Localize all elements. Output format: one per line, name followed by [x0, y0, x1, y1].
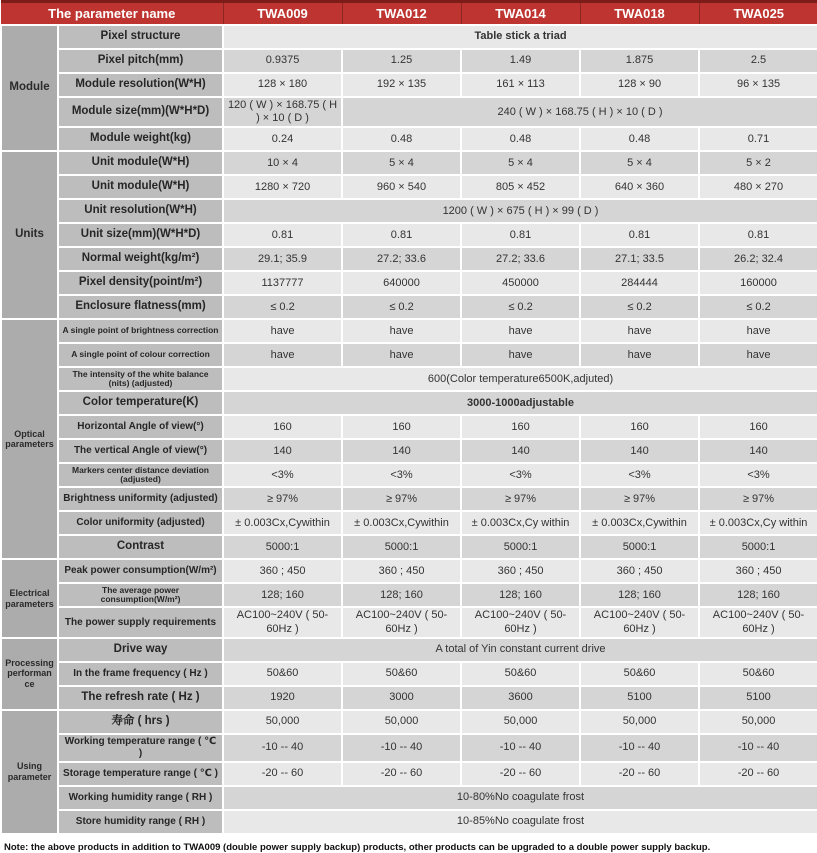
table-row	[1, 49, 817, 73]
param-name-cell: Pixel structure	[58, 25, 223, 49]
value-cell: AC100~240V ( 50-60Hz )	[461, 607, 580, 637]
param-name-cell: Module size(mm)(W*H*D)	[58, 97, 223, 127]
value-cell: 29.1; 35.9	[223, 247, 342, 271]
param-name-cell: Markers center distance deviation (adjusted)	[58, 463, 223, 487]
value-cell: 1.875	[580, 49, 699, 73]
value-cell: ± 0.003Cx,Cywithin	[342, 511, 461, 535]
value-cell: ≤ 0.2	[461, 295, 580, 319]
table-row	[1, 415, 817, 439]
value-cell: -10 -- 40	[342, 734, 461, 762]
param-name-cell: The refresh rate ( Hz )	[58, 686, 223, 710]
value-cell: 480 × 270	[699, 175, 817, 199]
table-row	[1, 662, 817, 686]
group-cell: Optical parameters	[1, 319, 58, 559]
value-cell: 10 × 4	[223, 151, 342, 175]
value-cell: 5 × 2	[699, 151, 817, 175]
table-row	[1, 638, 817, 662]
table-row	[1, 583, 817, 607]
value-cell: -10 -- 40	[461, 734, 580, 762]
table-row	[1, 810, 817, 834]
value-cell: 1.49	[461, 49, 580, 73]
product-header: TWA025	[699, 2, 817, 26]
table-row	[1, 511, 817, 535]
product-header: TWA018	[580, 2, 699, 26]
value-cell: 0.9375	[223, 49, 342, 73]
value-cell: have	[699, 319, 817, 343]
value-cell: 128; 160	[580, 583, 699, 607]
table-row	[1, 535, 817, 559]
value-cell: <3%	[223, 463, 342, 487]
value-cell: 2.5	[699, 49, 817, 73]
value-cell: 0.81	[342, 223, 461, 247]
param-name-cell: Module weight(kg)	[58, 127, 223, 151]
value-cell: 3000-1000adjustable	[223, 391, 817, 415]
table-row	[1, 786, 817, 810]
param-name-cell: Peak power consumption(W/m²)	[58, 559, 223, 583]
value-cell: have	[580, 343, 699, 367]
value-cell: ≤ 0.2	[342, 295, 461, 319]
param-name-cell: Pixel density(point/m²)	[58, 271, 223, 295]
param-name-cell: Storage temperature range ( ℃ )	[58, 762, 223, 786]
value-cell: 640000	[342, 271, 461, 295]
param-name-cell: The power supply requirements	[58, 607, 223, 637]
value-cell: 0.81	[461, 223, 580, 247]
value-cell: 5100	[580, 686, 699, 710]
value-cell: 0.24	[223, 127, 342, 151]
value-cell: 0.81	[223, 223, 342, 247]
value-cell: have	[223, 343, 342, 367]
table-row	[1, 367, 817, 391]
value-cell: -20 -- 60	[461, 762, 580, 786]
param-name-cell: Module resolution(W*H)	[58, 73, 223, 97]
value-cell: 5000:1	[223, 535, 342, 559]
value-cell: 160000	[699, 271, 817, 295]
value-cell: 360 ; 450	[223, 559, 342, 583]
value-cell: 128; 160	[342, 583, 461, 607]
table-row	[1, 247, 817, 271]
param-name-cell: Unit module(W*H)	[58, 151, 223, 175]
value-cell: have	[699, 343, 817, 367]
table-row	[1, 97, 817, 127]
value-cell: 450000	[461, 271, 580, 295]
value-cell: 5000:1	[699, 535, 817, 559]
value-cell: -20 -- 60	[223, 762, 342, 786]
value-cell: 960 × 540	[342, 175, 461, 199]
value-cell: 120 ( W ) × 168.75 ( H ) × 10 ( D )	[223, 97, 342, 127]
value-cell: 360 ; 450	[699, 559, 817, 583]
value-cell: -20 -- 60	[342, 762, 461, 786]
value-cell: ± 0.003Cx,Cywithin	[223, 511, 342, 535]
value-cell: 0.71	[699, 127, 817, 151]
value-cell: Table stick a triad	[223, 25, 817, 49]
param-name-cell: The intensity of the white balance (nits) (adjusted)	[58, 367, 223, 391]
value-cell: have	[461, 319, 580, 343]
value-cell: 0.48	[342, 127, 461, 151]
footnote: Note: the above products in addition to TWA009 (double power supply backup) products, other products can be upgraded to a double power supply backup.	[4, 841, 711, 853]
value-cell: 50&60	[342, 662, 461, 686]
value-cell: 0.48	[580, 127, 699, 151]
param-name-cell: Contrast	[58, 535, 223, 559]
value-cell: ≥ 97%	[580, 487, 699, 511]
product-header: TWA012	[342, 2, 461, 26]
value-cell: 128; 160	[699, 583, 817, 607]
value-cell: <3%	[342, 463, 461, 487]
value-cell: A total of Yin constant current drive	[223, 638, 817, 662]
value-cell: 5 × 4	[580, 151, 699, 175]
param-name-cell: Brightness uniformity (adjusted)	[58, 487, 223, 511]
value-cell: 5000:1	[342, 535, 461, 559]
param-name-cell: Normal weight(kg/m²)	[58, 247, 223, 271]
value-cell: 50,000	[342, 710, 461, 734]
param-name-cell: Working humidity range ( RH )	[58, 786, 223, 810]
value-cell: 640 × 360	[580, 175, 699, 199]
value-cell: ≤ 0.2	[580, 295, 699, 319]
param-name-cell: Pixel pitch(mm)	[58, 49, 223, 73]
table-row	[1, 25, 817, 49]
value-cell: 140	[342, 439, 461, 463]
value-cell: ± 0.003Cx,Cy within	[461, 511, 580, 535]
value-cell: 160	[223, 415, 342, 439]
value-cell: 160	[461, 415, 580, 439]
value-cell: 600(Color temperature6500K,adjuted)	[223, 367, 817, 391]
value-cell: 160	[580, 415, 699, 439]
param-name-cell: Horizontal Angle of view(°)	[58, 415, 223, 439]
table-row	[1, 271, 817, 295]
value-cell: 27.2; 33.6	[461, 247, 580, 271]
param-name-cell: 寿命 ( hrs )	[58, 710, 223, 734]
value-cell: 50&60	[461, 662, 580, 686]
table-row	[1, 151, 817, 175]
param-name-cell: Working temperature range ( ℃ )	[58, 734, 223, 762]
param-name-cell: Unit size(mm)(W*H*D)	[58, 223, 223, 247]
value-cell: 360 ; 450	[580, 559, 699, 583]
value-cell: 128 × 90	[580, 73, 699, 97]
value-cell: 50,000	[223, 710, 342, 734]
value-cell: 27.1; 33.5	[580, 247, 699, 271]
table-row	[1, 175, 817, 199]
table-row	[1, 559, 817, 583]
value-cell: 10-85%No coagulate frost	[223, 810, 817, 834]
table-row	[1, 319, 817, 343]
value-cell: ± 0.003Cx,Cy within	[699, 511, 817, 535]
table-row	[1, 295, 817, 319]
value-cell: -10 -- 40	[223, 734, 342, 762]
table-row	[1, 223, 817, 247]
value-cell: ≥ 97%	[342, 487, 461, 511]
value-cell: 192 × 135	[342, 73, 461, 97]
value-cell: 360 ; 450	[461, 559, 580, 583]
value-cell: -20 -- 60	[699, 762, 817, 786]
value-cell: ≥ 97%	[223, 487, 342, 511]
value-cell: 0.81	[699, 223, 817, 247]
group-cell: Using parameter	[1, 710, 58, 834]
value-cell: 1280 × 720	[223, 175, 342, 199]
group-cell: Processing performance	[1, 638, 58, 710]
table-row	[1, 686, 817, 710]
param-name-cell: The vertical Angle of view(°)	[58, 439, 223, 463]
value-cell: 50,000	[580, 710, 699, 734]
param-name-header: The parameter name	[1, 2, 223, 26]
value-cell: 50&60	[699, 662, 817, 686]
value-cell: have	[342, 319, 461, 343]
param-name-cell: Color temperature(K)	[58, 391, 223, 415]
value-cell: have	[461, 343, 580, 367]
value-cell: 3600	[461, 686, 580, 710]
table-row	[1, 463, 817, 487]
table-row	[1, 127, 817, 151]
value-cell: 96 × 135	[699, 73, 817, 97]
value-cell: 240 ( W ) × 168.75 ( H ) × 10 ( D )	[342, 97, 817, 127]
table-row	[1, 73, 817, 97]
value-cell: 0.48	[461, 127, 580, 151]
value-cell: 360 ; 450	[342, 559, 461, 583]
value-cell: 140	[580, 439, 699, 463]
value-cell: 5000:1	[580, 535, 699, 559]
value-cell: 140	[461, 439, 580, 463]
value-cell: 1137777	[223, 271, 342, 295]
value-cell: -10 -- 40	[699, 734, 817, 762]
value-cell: have	[223, 319, 342, 343]
value-cell: 161 × 113	[461, 73, 580, 97]
value-cell: 128; 160	[461, 583, 580, 607]
value-cell: ≥ 97%	[699, 487, 817, 511]
product-header: TWA009	[223, 2, 342, 26]
value-cell: 805 × 452	[461, 175, 580, 199]
table-row	[1, 607, 817, 637]
value-cell: 5 × 4	[461, 151, 580, 175]
group-cell: Electrical parameters	[1, 559, 58, 637]
value-cell: 0.81	[580, 223, 699, 247]
value-cell: 10-80%No coagulate frost	[223, 786, 817, 810]
value-cell: 5000:1	[461, 535, 580, 559]
value-cell: 128; 160	[223, 583, 342, 607]
value-cell: AC100~240V ( 50-60Hz )	[223, 607, 342, 637]
value-cell: AC100~240V ( 50-60Hz )	[580, 607, 699, 637]
value-cell: 1.25	[342, 49, 461, 73]
value-cell: 3000	[342, 686, 461, 710]
value-cell: 50,000	[461, 710, 580, 734]
value-cell: 160	[699, 415, 817, 439]
value-cell: <3%	[461, 463, 580, 487]
param-name-cell: Enclosure flatness(mm)	[58, 295, 223, 319]
table-row	[1, 734, 817, 762]
value-cell: <3%	[699, 463, 817, 487]
table-row	[1, 391, 817, 415]
product-header: TWA014	[461, 2, 580, 26]
value-cell: ± 0.003Cx,Cywithin	[580, 511, 699, 535]
value-cell: 160	[342, 415, 461, 439]
table-row	[1, 343, 817, 367]
param-name-cell: A single point of colour correction	[58, 343, 223, 367]
value-cell: have	[580, 319, 699, 343]
value-cell: AC100~240V ( 50-60Hz )	[699, 607, 817, 637]
param-name-cell: Drive way	[58, 638, 223, 662]
value-cell: 50,000	[699, 710, 817, 734]
param-name-cell: The average power consumption(W/m²)	[58, 583, 223, 607]
value-cell: 50&60	[580, 662, 699, 686]
value-cell: -10 -- 40	[580, 734, 699, 762]
table-row	[1, 762, 817, 786]
spec-table-header	[1, 2, 817, 26]
param-name-cell: Store humidity range ( RH )	[58, 810, 223, 834]
value-cell: 140	[223, 439, 342, 463]
header-row	[1, 2, 817, 26]
value-cell: AC100~240V ( 50-60Hz )	[342, 607, 461, 637]
value-cell: <3%	[580, 463, 699, 487]
value-cell: ≤ 0.2	[223, 295, 342, 319]
value-cell: 5100	[699, 686, 817, 710]
value-cell: 1200 ( W ) × 675 ( H ) × 99 ( D )	[223, 199, 817, 223]
value-cell: 128 × 180	[223, 73, 342, 97]
value-cell: have	[342, 343, 461, 367]
value-cell: 140	[699, 439, 817, 463]
param-name-cell: Unit resolution(W*H)	[58, 199, 223, 223]
value-cell: -20 -- 60	[580, 762, 699, 786]
value-cell: 1920	[223, 686, 342, 710]
table-row	[1, 710, 817, 734]
value-cell: 284444	[580, 271, 699, 295]
value-cell: 26.2; 32.4	[699, 247, 817, 271]
param-name-cell: In the frame frequency ( Hz )	[58, 662, 223, 686]
value-cell: ≤ 0.2	[699, 295, 817, 319]
table-row	[1, 487, 817, 511]
group-cell: Module	[1, 25, 58, 151]
value-cell: 5 × 4	[342, 151, 461, 175]
value-cell: 27.2; 33.6	[342, 247, 461, 271]
group-cell: Units	[1, 151, 58, 319]
param-name-cell: Color uniformity (adjusted)	[58, 511, 223, 535]
param-name-cell: A single point of brightness correction	[58, 319, 223, 343]
value-cell: ≥ 97%	[461, 487, 580, 511]
table-row	[1, 199, 817, 223]
table-row	[1, 439, 817, 463]
param-name-cell: Unit module(W*H)	[58, 175, 223, 199]
spec-table-body	[1, 25, 817, 834]
value-cell: 50&60	[223, 662, 342, 686]
